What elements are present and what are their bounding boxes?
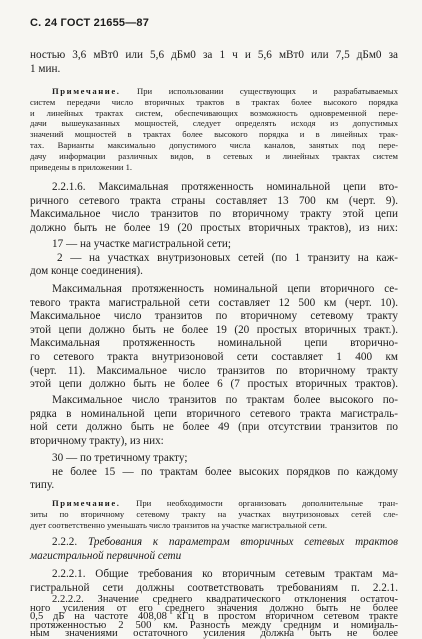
note-line: систем передачи число вторичных трактов в трактах более высокого порядка <box>30 96 398 107</box>
paragraph-continuation <box>30 49 398 76</box>
note-line: дует соответственно уменьшать число транзитов на участке магистральной сети. <box>30 519 327 530</box>
section-number: 2.2.2. <box>52 536 78 548</box>
text-line: Максимальное число транзитов по трактам более высокого по- <box>52 394 398 406</box>
paragraph-transits <box>30 394 398 448</box>
note-block-2 <box>30 498 398 530</box>
text-line: 1 мин. <box>30 62 61 75</box>
note-block <box>30 86 398 172</box>
text-line: ного усиления от его среднего значения должно быть не более <box>30 602 398 614</box>
paragraph-max-length <box>30 283 398 392</box>
text-line: Максимальная протяженность номинальной цепи вторично- <box>30 337 398 350</box>
list-item: 17 — на участке магистральной сети; <box>52 238 231 250</box>
text-line: должно быть не более 19 (20 простых вторичных трактов), из них: <box>30 221 398 234</box>
text-line: Максимальное число транзитов по вторичному сетевому тракту <box>30 310 398 323</box>
text-line: гистральной сети должны соответствовать требованиям п. 2.2.1. <box>30 581 398 594</box>
text-line: 2.2.2.1. Общие требования ко вторичным сетевым трактам ма- <box>52 568 398 580</box>
list-item: 30 — по третичному тракту; <box>52 452 188 464</box>
note-label: Примечание. <box>52 498 121 508</box>
text-line: го сетевого тракта внутризоновой сети составляет 1 400 км <box>30 350 398 363</box>
text-line: Максимальное число транзитов по вторичному тракту этой цепи <box>30 208 398 221</box>
text-line: ным значениями остаточного усиления должна быть не более <box>30 628 398 639</box>
note-line: зиты по вторичному сетевому тракту на участках внутризоновых сетей сле- <box>30 508 398 519</box>
list-item: не более 15 — по трактам более высоких порядков по каждому <box>52 465 398 478</box>
note-line: приведены в приложении 1. <box>30 161 133 172</box>
note-line: дачу информации различных видов, в сетевых и линейных трактах систем <box>30 150 398 161</box>
list-item: типу. <box>30 479 55 492</box>
text-line: 2.2.2.2. Значение среднего квадратического отклонения остаточ- <box>52 594 398 605</box>
paragraph-2-2-2-1 <box>30 568 398 595</box>
text-line: протяженностью 2 500 км. Разность между средним и номиналь- <box>30 619 398 631</box>
transit-list-2 <box>30 452 398 493</box>
text-line: ной сети должно быть не более 49 (при отсутствии транзитов по <box>30 421 398 434</box>
transit-list <box>30 238 398 279</box>
page-header: С. 24 ГОСТ 21655—87 <box>30 17 150 29</box>
note-line: и линейных трактах систем, обеспечивающих возможность одновременной пере- <box>30 107 398 118</box>
text-line: 2.2.1.6. Максимальная протяженность номинальной цепи вто- <box>52 181 398 193</box>
note-label: Примечание. <box>52 86 121 96</box>
list-item: 2 — на участках внутризоновых сетей (по 1 транзиту на каж- <box>57 251 398 264</box>
text-line: Максимальная протяженность номинальной цепи вторичного се- <box>52 283 398 295</box>
text-line: этой цепи должно быть не более 19 (20 простых вторичных тракт.). <box>30 323 398 336</box>
text-line: (черт. 11). Максимальное число транзитов по вторичному тракту <box>30 364 398 377</box>
note-line: тах. Варианты максимально допустимого числа каналов, занятых под пере- <box>30 139 398 150</box>
paragraph-2-2-2-2 <box>30 596 398 639</box>
section-heading <box>30 536 398 563</box>
note-line: дачи вышеуказанных мощностей, следует определять исходя из допустимых <box>30 118 398 129</box>
list-item: дом конце соединения). <box>30 265 143 278</box>
text-line: ричного сетевого тракта страны составляет 13 700 км (черт. 9). <box>30 194 398 207</box>
text-line: 0,5 дБ на частоте 408,08 кГц в простом вторичном сетевом тракте <box>30 611 398 623</box>
text-line: этой цепи должно быть не более 6 (7 простых вторичных трактов). <box>30 378 398 391</box>
section-title-line: 2.2.2. Требования к параметрам вторичных сетевых трактов <box>52 536 398 548</box>
note-line: значений мощностей в трактах более высокого порядка и в линейных трак- <box>30 129 398 140</box>
text-line: ностью 3,6 мВт0 или 5,6 дБм0 за 1 ч и 5,6 мВт0 или 7,5 дБм0 за <box>30 49 398 61</box>
paragraph-2-2-1-6 <box>30 181 398 235</box>
note-line: Примечание. При необходимости организовать дополнительные тран- <box>52 498 398 508</box>
text-line: рядка в номинальной цепи вторичного сетевого тракта магистраль- <box>30 407 398 420</box>
text-line: вторичному тракту), из них: <box>30 434 164 447</box>
note-line: Примечание. При использовании существующих и разрабатываемых <box>52 86 398 96</box>
text-line: тевого тракта магистральной сети составляет 12 500 км (черт. 10). <box>30 296 398 309</box>
section-title-line: магистральной первичной сети <box>30 549 182 562</box>
